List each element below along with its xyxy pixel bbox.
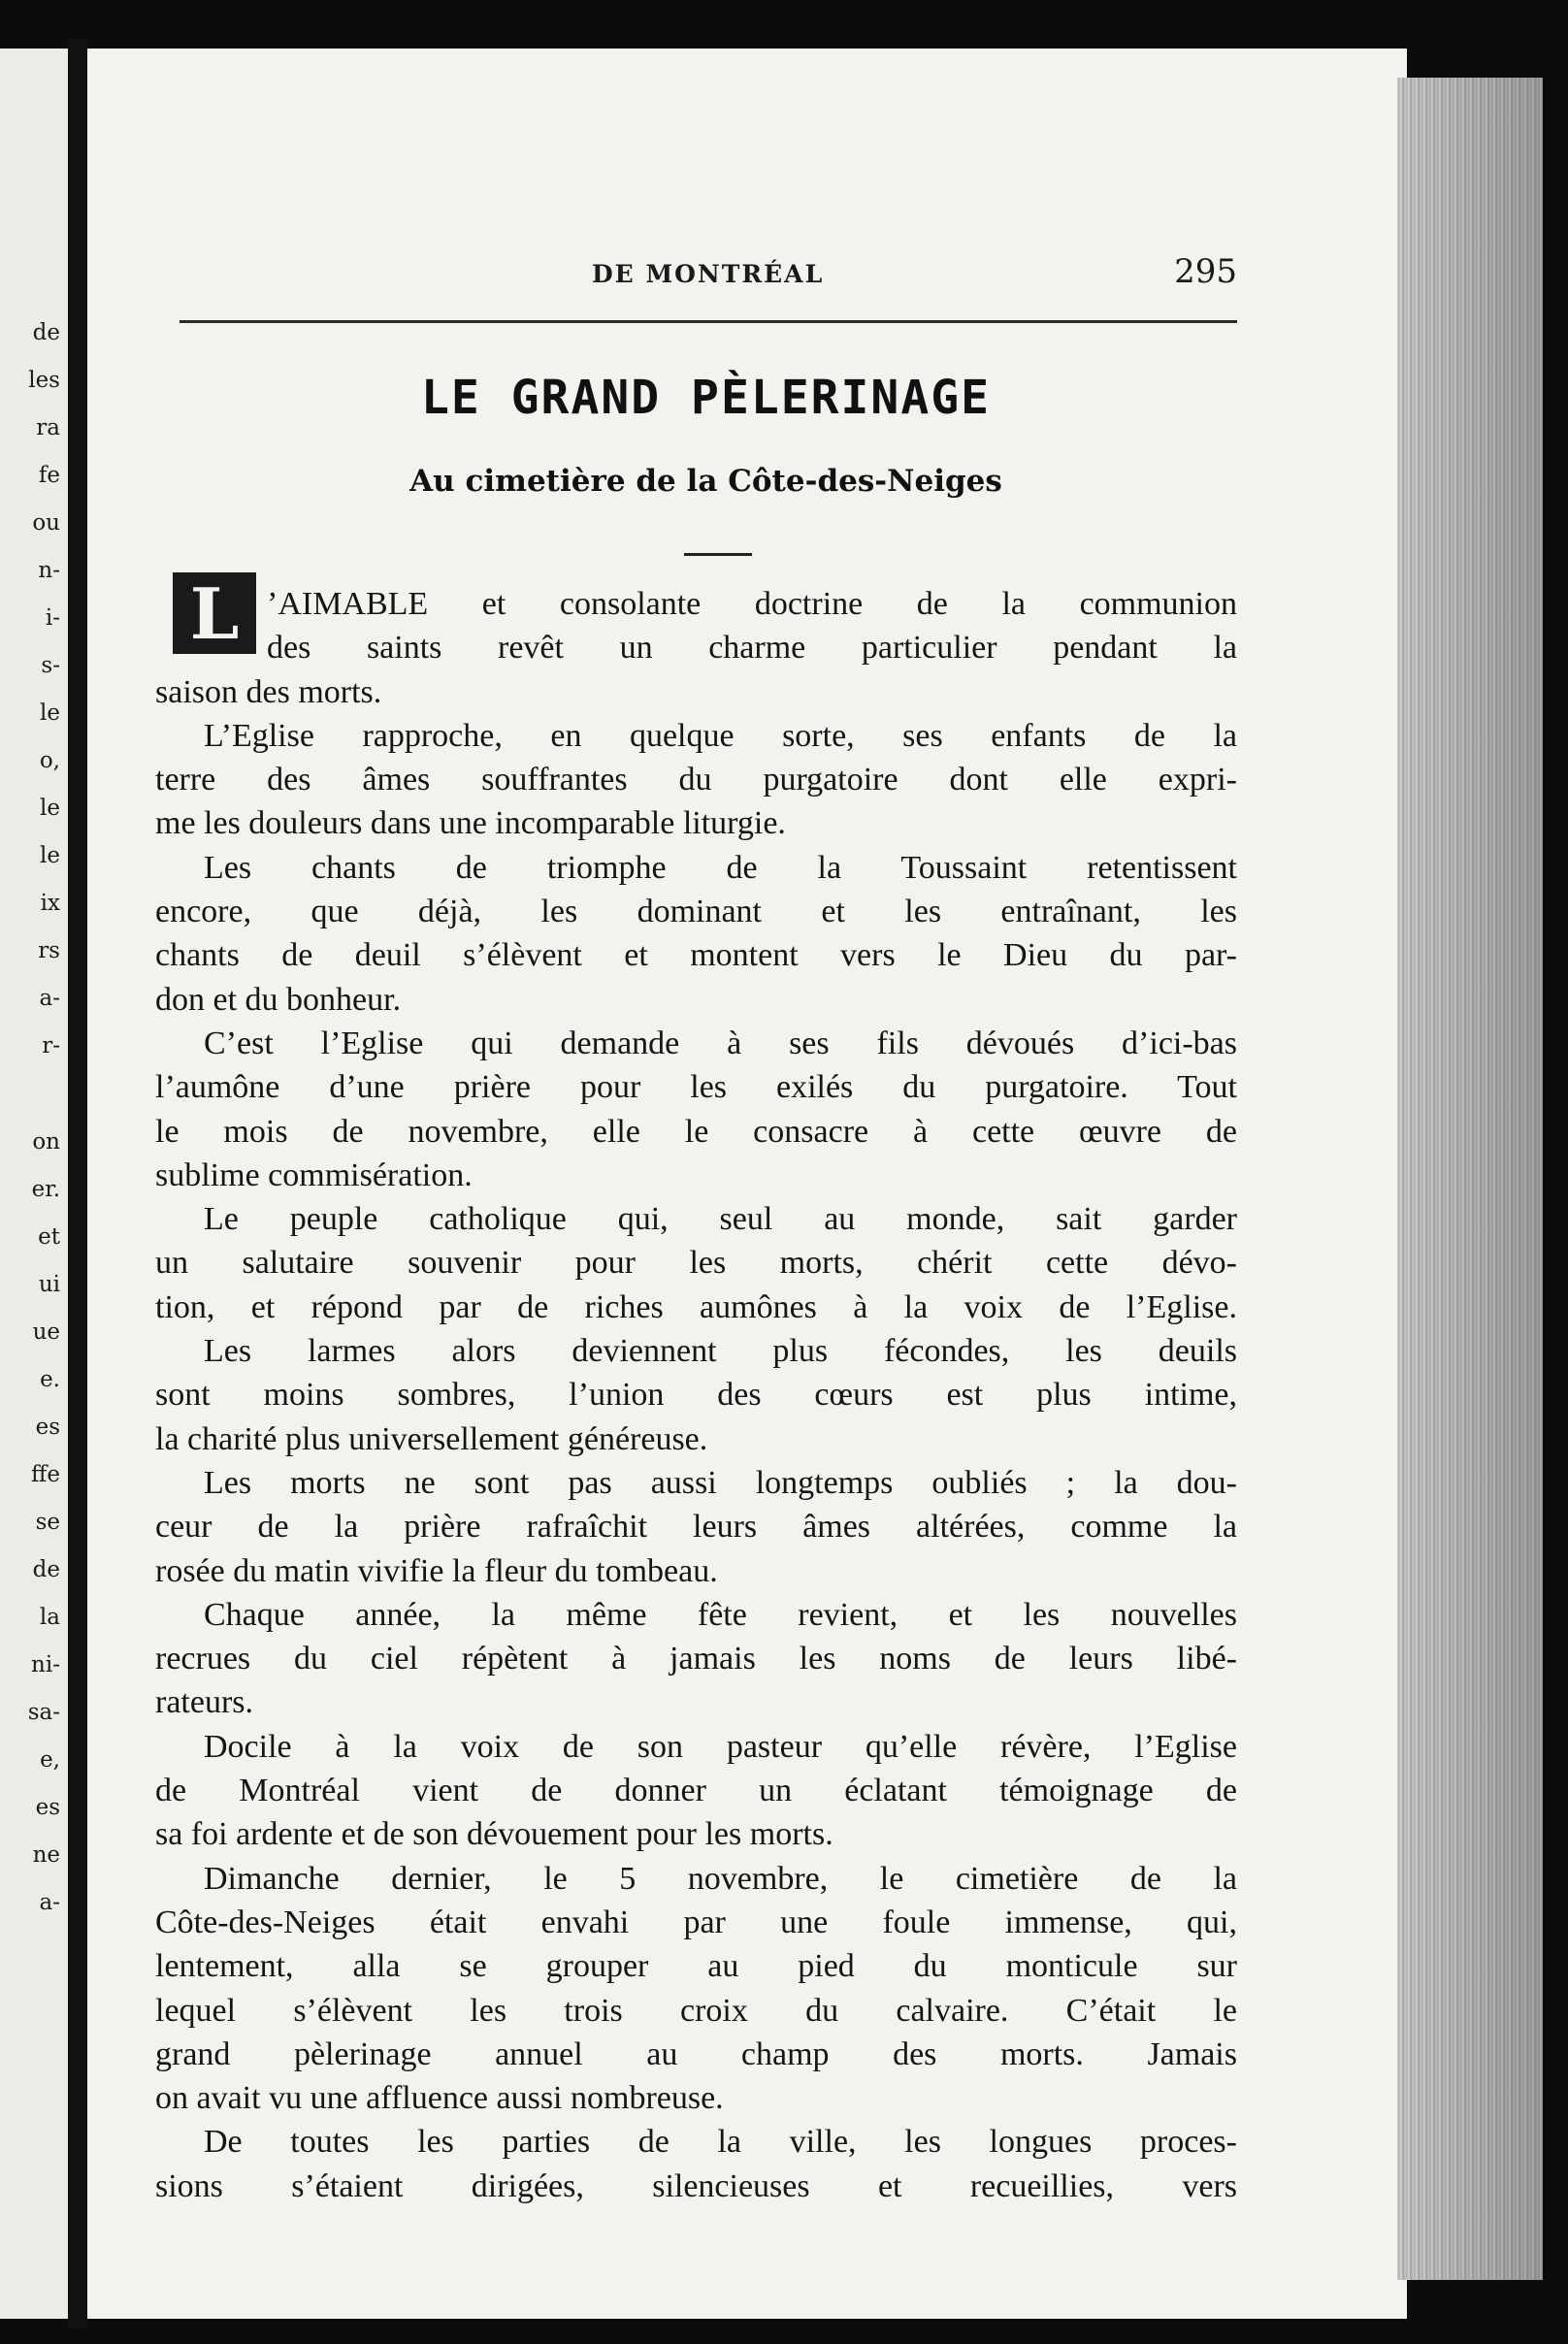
text-line: De toutes les parties de la ville, les longues proces- <box>204 2124 1237 2161</box>
facing-page-fragment: ffe <box>31 1462 60 1487</box>
facing-page-fragment: de <box>32 1557 60 1582</box>
text-line: ’AIMABLE et consolante doctrine de la communion <box>267 586 1237 622</box>
facing-page-fragment: es <box>35 1795 60 1820</box>
text-line: don et du bonheur. <box>155 981 402 1018</box>
facing-page-fragment: e. <box>40 1367 60 1392</box>
text-line: recrues du ciel répètent à jamais les noms de leurs libé- <box>155 1641 1237 1677</box>
text-line: on avait vu une affluence aussi nombreuse. <box>155 2080 724 2117</box>
facing-page-fragment: on <box>32 1129 60 1155</box>
text-line: le mois de novembre, elle le consacre à cette œuvre de <box>155 1113 1237 1150</box>
text-line: grand pèlerinage annuel au champ des morts. Jamais <box>155 2035 1237 2072</box>
facing-page-fragment: de <box>32 320 60 345</box>
page-edges-shade <box>1397 78 1543 2280</box>
text-line: sublime commisération. <box>155 1156 473 1193</box>
facing-page-fragment: ra <box>36 415 60 440</box>
text-line: sont moins sombres, l’union des cœurs est plus intime, <box>155 1377 1237 1414</box>
article-body <box>155 582 1237 2208</box>
facing-page-fragment: les <box>28 368 60 393</box>
text-line: sa foi ardente et de son dévouement pour les morts. <box>155 1816 833 1853</box>
text-line: chants de deuil s’élèvent et montent vers le Dieu du par- <box>155 937 1237 974</box>
text-line: Dimanche dernier, le 5 novembre, le cimetière de la <box>204 1860 1237 1897</box>
facing-page-fragment: et <box>38 1224 60 1250</box>
article-title: LE GRAND PÈLERINAGE <box>420 371 992 425</box>
text-line: C’est l’Eglise qui demande à ses fils dévoués d’ici-bas <box>204 1025 1237 1061</box>
text-line: de Montréal vient de donner un éclatant témoignage de <box>155 1773 1237 1809</box>
text-line: Les larmes alors deviennent plus fécondes, les deuils <box>204 1333 1237 1370</box>
facing-page-fragment: es <box>35 1415 60 1440</box>
page-header <box>175 248 1237 326</box>
text-line: L’Eglise rapproche, en quelque sorte, ses enfants de la <box>204 717 1237 754</box>
facing-page-fragment: rs <box>38 938 60 963</box>
text-line: Les chants de triomphe de la Toussaint retentissent <box>204 849 1237 886</box>
facing-page-fragment: ue <box>32 1319 60 1345</box>
facing-page-fragment: le <box>40 796 60 821</box>
facing-page-fragment: i- <box>45 605 60 631</box>
text-line: sions s’étaient dirigées, silencieuses et recueillies, vers <box>155 2167 1237 2204</box>
text-line: Le peuple catholique qui, seul au monde, sait garder <box>204 1201 1237 1238</box>
text-line: lequel s’élèvent les trois croix du calvaire. C’était le <box>155 1992 1237 2029</box>
facing-page-fragment: n- <box>38 558 60 583</box>
facing-page-fragment: le <box>40 843 60 868</box>
text-line: des saints revêt un charme particulier pendant la <box>267 630 1237 667</box>
drop-cap: L <box>173 572 256 654</box>
facing-page-fragment: la <box>39 1605 60 1630</box>
article-subtitle: Au cimetière de la Côte-des-Neiges <box>409 464 1002 499</box>
facing-page-fragment: e, <box>40 1747 60 1773</box>
text-line: lentement, alla se grouper au pied du monticule sur <box>155 1948 1237 1985</box>
facing-page-fragment: a- <box>39 1890 60 1915</box>
facing-page-fragment: ne <box>32 1842 60 1868</box>
title-rule <box>684 553 752 556</box>
text-line: encore, que déjà, les dominant et les entraînant, les <box>155 894 1237 930</box>
facing-page-edge <box>0 49 68 2319</box>
text-line: Chaque année, la même fête revient, et les nouvelles <box>204 1596 1237 1633</box>
book-gutter <box>68 39 87 2328</box>
facing-page-fragment: fe <box>38 463 60 488</box>
facing-page-fragment: o, <box>39 748 60 773</box>
text-line: terre des âmes souffrantes du purgatoire dont elle expri- <box>155 762 1237 798</box>
text-line: l’aumône d’une prière pour les exilés du purgatoire. Tout <box>155 1069 1237 1106</box>
text-line: la charité plus universellement généreuse. <box>155 1420 708 1457</box>
facing-page-fragment: sa- <box>27 1700 60 1725</box>
facing-page-fragment: ix <box>40 891 60 916</box>
text-line: saison des morts. <box>155 673 382 710</box>
text-line: tion, et répond par de riches aumônes à la voix de l’Eglise. <box>155 1288 1237 1325</box>
text-line: me les douleurs dans une incomparable liturgie. <box>155 805 786 842</box>
facing-page-fragment: ni- <box>31 1652 60 1677</box>
facing-page-fragment: ou <box>32 510 60 536</box>
text-line: Côte-des-Neiges était envahi par une foule immense, qui, <box>155 1904 1237 1940</box>
facing-page-fragment: er. <box>31 1177 60 1202</box>
running-head: DE MONTRÉAL <box>592 260 825 288</box>
text-line: un salutaire souvenir pour les morts, chérit cette dévo- <box>155 1245 1237 1282</box>
facing-page-fragment: a- <box>39 986 60 1011</box>
text-line: rateurs. <box>155 1684 254 1721</box>
text-line: rosée du matin vivifie la fleur du tombeau. <box>155 1552 718 1589</box>
facing-page-fragment: se <box>35 1510 60 1535</box>
page-number: 295 <box>1174 252 1237 291</box>
facing-page-fragment: le <box>40 700 60 726</box>
text-line: Les morts ne sont pas aussi longtemps oubliés ; la dou- <box>204 1464 1237 1501</box>
header-rule <box>180 320 1237 323</box>
text-line: Docile à la voix de son pasteur qu’elle révère, l’Eglise <box>204 1728 1237 1765</box>
facing-page-fragment: ui <box>38 1272 60 1297</box>
text-line: ceur de la prière rafraîchit leurs âmes altérées, comme la <box>155 1509 1237 1546</box>
facing-page-fragment: s- <box>41 653 60 678</box>
facing-page-fragment: r- <box>42 1033 60 1058</box>
